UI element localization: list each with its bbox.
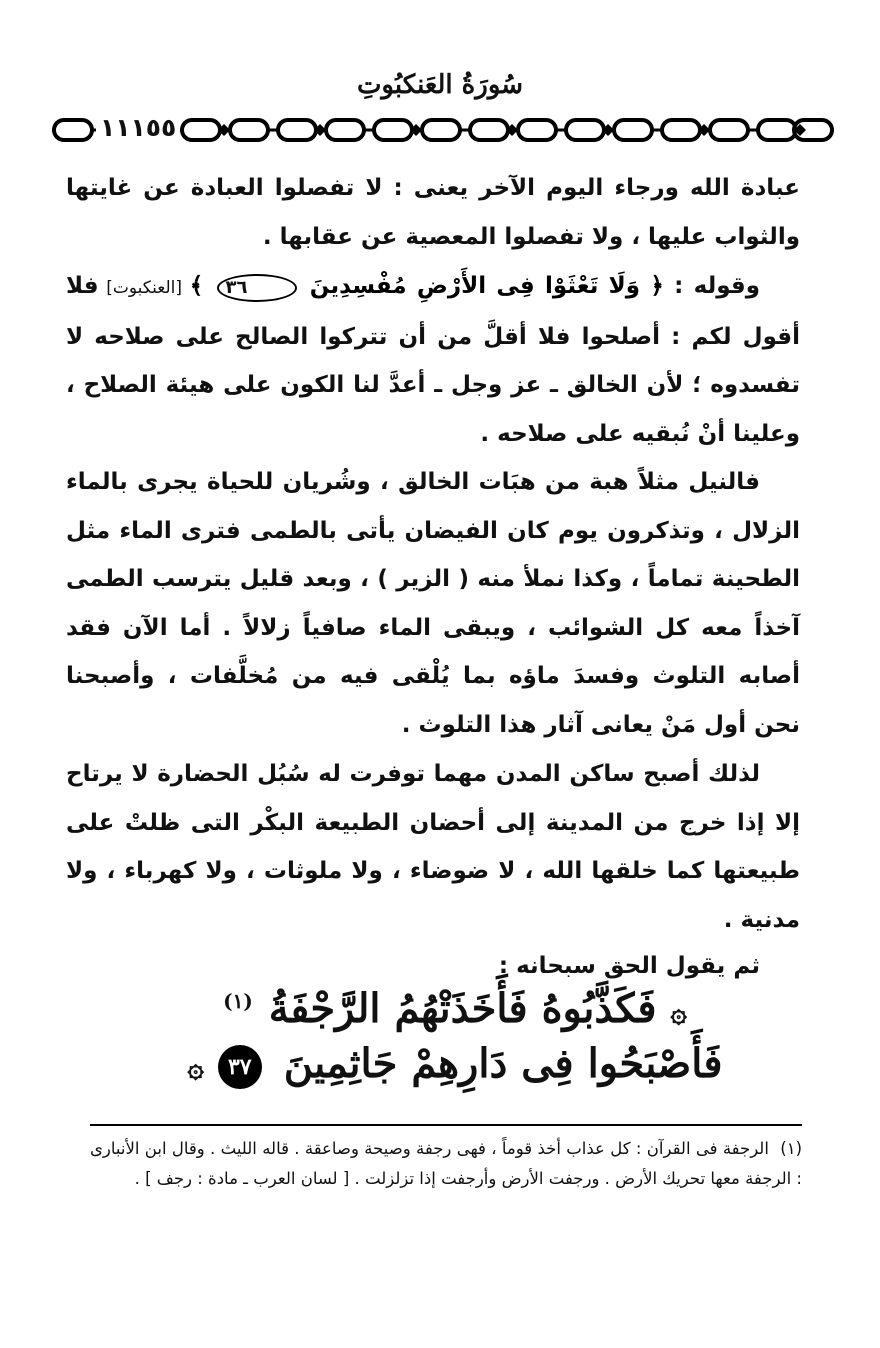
footnote-number: (١) (780, 1139, 802, 1158)
footnote-divider (90, 1124, 802, 1126)
footnote (90, 1134, 802, 1194)
verse-reference: [العنكبوت] (98, 278, 190, 298)
paragraph-text (66, 262, 800, 458)
paragraph-text: عبادة الله ورجاء اليوم الآخر يعنى : لا تفصلوا العبادة عن غايتها والثواب عليها ، ولا تفصلوا المعصية عن عقابها . (66, 175, 800, 250)
paragraph-text: ثم يقول الحق سبحانه : (498, 953, 760, 979)
lead-text: وقوله : (663, 273, 760, 299)
footnote-marker: (١) (223, 988, 253, 1013)
footnote-text: الرجفة فى القرآن : كل عذاب أخذ قوماً ، فهى رجفة وصيحة وصاعقة . قاله الليث . وقال ابن الأنبارى : الرجفة معها تحريك الأرض . ورجفت الأرض وأرجفت إذا تزلزلت . [ لسان العرب ـ مادة : رجف ] . (90, 1139, 802, 1188)
paragraph-5 (66, 942, 800, 991)
ayah-number: ٣٦ (217, 274, 297, 302)
quran-verse-line-1 (150, 985, 760, 1032)
paragraph-2 (66, 262, 800, 458)
flower-ornament-icon: ۞ (670, 995, 687, 1029)
flower-ornament-icon: ۞ (187, 1050, 204, 1084)
verse-close: ﴾ (189, 273, 214, 299)
paragraph-text: لذلك أصبح ساكن المدن مهما توفرت له سُبُل الحضارة لا يرتاح إلا إذا خرج من المدينة إلى أحضان الطبيعة البكْر التى ظلتْ على طبيعتها كما خلقها الله ، لا ضوضاء ، ولا ملوثات ، ولا كهرباء ، ولا مدنية . (66, 761, 800, 933)
verse-text: فَكَذَّبُوهُ فَأَخَذَتْهُمُ الرَّجْفَةُ (268, 985, 657, 1032)
paragraph-3 (66, 458, 800, 749)
paragraph-4 (66, 750, 800, 944)
surah-title: سُورَةُ العَنكبُوتِ (356, 70, 524, 100)
ayah-number-badge: ٣٧ (218, 1045, 262, 1089)
quran-verse-inline: ﴿ وَلَا تَعْثَوْا فِى الأَرْضِ مُفْسِدِينَ (299, 273, 664, 299)
page-number: ١١١٥٥ (96, 113, 180, 142)
paragraph-1 (66, 164, 800, 261)
paragraph-text: فالنيل مثلاً هبة من هبَات الخالق ، وشُريان للحياة يجرى بالماء الزلال ، وتذكرون يوم كان الفيضان يأتى بالطمى فترى الماء مثل الطحينة تماماً ، وكذا نملأ منه ( الزير ) ، وبعد قليل يترسب الطمى آخذاً معه كل الشوائب ، ويبقى الماء صافياً زلالاً . أما الآن فقد أصابه التلوث وفسدَ ماؤه بما يُلْقى فيه من مُخلَّفات ، وأصبحنا نحن أول مَنْ يعانى آثار هذا التلوث . (66, 469, 800, 738)
paragraph-rest: فلا أقول لكم : أصلحوا فلا أقلَّ من أن تتركوا الصالح على صلاحه لا تفسدوه ؛ لأن الخالق ـ عز وجل ـ أعدَّ لنا الكون على هيئة الصلاح ، وعلينا أنْ نُبقيه على صلاحه . (66, 273, 800, 447)
quran-verse-line-2 (150, 1040, 760, 1089)
verse-text: فَأَصْبَحُوا فِى دَارِهِمْ جَاثِمِينَ (283, 1040, 723, 1087)
